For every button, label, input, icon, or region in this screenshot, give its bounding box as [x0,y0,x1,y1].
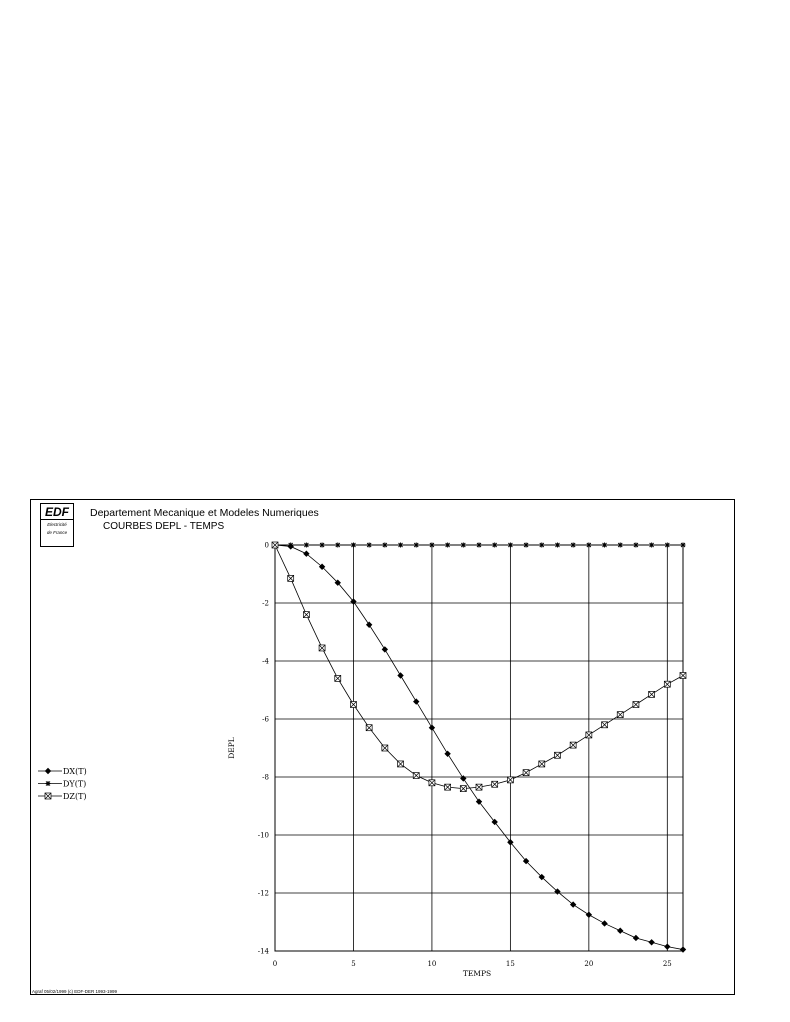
data-point-crossed-square [649,691,655,697]
data-point-crossed-square [492,781,498,787]
data-point-asterisk [304,543,309,548]
data-point-crossed-square [319,645,325,651]
data-point-asterisk [288,543,293,548]
x-tick-label: 20 [584,960,594,968]
x-tick-label: 0 [272,960,278,968]
data-point-asterisk [477,543,482,548]
data-point-asterisk [649,543,654,548]
axes [227,542,672,979]
data-point-asterisk [571,543,576,548]
legend-label: DZ(T) [63,792,87,801]
grid [275,545,683,951]
data-point-asterisk [492,543,497,548]
data-point-asterisk [681,543,686,548]
data-point-asterisk [351,543,356,548]
legend [38,767,87,801]
data-point-crossed-square [350,702,356,708]
y-tick-label: -4 [262,657,269,666]
y-tick-label: -8 [262,773,269,782]
x-axis-label: TEMPS [462,969,492,978]
data-point-asterisk [539,543,544,548]
data-point-diamond [429,725,435,731]
data-point-crossed-square [523,770,529,776]
data-point-crossed-square [586,732,592,738]
legend-entry [38,780,86,789]
data-point-asterisk [398,543,403,548]
data-point-crossed-square [539,761,545,767]
data-point-asterisk [414,543,419,548]
data-point-asterisk [508,543,513,548]
data-point-crossed-square [445,784,451,790]
y-tick-label: -6 [262,715,269,724]
data-point-asterisk [382,543,387,548]
data-point-diamond [648,939,654,945]
data-point-crossed-square [602,722,608,728]
data-point-asterisk [524,543,529,548]
data-point-diamond [45,768,51,774]
data-point-crossed-square [413,773,419,779]
x-tick-label: 15 [505,960,515,968]
data-point-asterisk [429,543,434,548]
data-point-asterisk [586,543,591,548]
data-point-crossed-square [460,786,466,792]
series [272,542,686,953]
data-point-diamond [476,798,482,804]
data-point-crossed-square [288,575,294,581]
series-dx-t [272,542,686,953]
org-title: Departement Mecanique et Modeles Numeriques [90,507,319,519]
data-point-crossed-square [45,793,51,799]
logo-subtext-2: de France [46,530,68,535]
data-point-diamond [633,935,639,941]
data-point-asterisk [665,543,670,548]
chart-title: COURBES DEPL - TEMPS [103,521,225,532]
footer-copyright: Agraf 05/02/1999 (c) EDF-DER 1993-1999 [32,989,118,994]
data-point-diamond [413,698,419,704]
x-tick-label: 25 [662,960,672,968]
data-point-asterisk [445,543,450,548]
legend-entry [38,767,87,776]
data-point-crossed-square [429,780,435,786]
legend-label: DX(T) [63,767,87,776]
data-point-asterisk [335,543,340,548]
data-point-asterisk [602,543,607,548]
data-point-crossed-square [366,725,372,731]
x-tick-label: 5 [351,960,356,968]
data-point-asterisk [633,543,638,548]
y-tick-label: -12 [257,889,269,898]
y-axis-label: DEPL [227,737,236,759]
data-point-crossed-square [335,675,341,681]
data-point-asterisk [46,781,51,786]
logo-text: EDF [41,505,73,520]
y-tick-label: -2 [262,599,269,608]
x-tick-label: 10 [427,960,437,968]
data-point-asterisk [555,543,560,548]
legend-entry [38,792,87,801]
data-point-crossed-square [617,712,623,718]
data-point-crossed-square [680,673,686,679]
data-point-diamond [397,672,403,678]
data-point-crossed-square [382,745,388,751]
legend-label: DY(T) [63,779,87,789]
data-point-crossed-square [554,752,560,758]
data-point-diamond [680,946,686,952]
data-point-diamond [460,775,466,781]
data-point-diamond [664,943,670,949]
y-tick-label: -10 [257,831,269,840]
series-line [275,545,683,950]
data-point-diamond [617,928,623,934]
data-point-diamond [601,920,607,926]
data-point-crossed-square [476,784,482,790]
data-point-diamond [382,646,388,652]
data-point-diamond [366,622,372,628]
data-point-diamond [491,819,497,825]
y-tick-label: 0 [264,541,269,550]
data-point-diamond [444,751,450,757]
data-point-crossed-square [272,542,278,548]
logo-subtext-1: Electricité [47,522,67,527]
data-point-asterisk [618,543,623,548]
data-point-crossed-square [633,702,639,708]
data-point-diamond [586,912,592,918]
data-point-asterisk [367,543,372,548]
y-tick-label: -14 [257,947,269,956]
data-point-crossed-square [570,742,576,748]
plot-area-border [275,545,683,951]
data-point-crossed-square [664,681,670,687]
data-point-crossed-square [507,777,513,783]
data-point-asterisk [320,543,325,548]
data-point-crossed-square [398,761,404,767]
series-dy-t [273,543,686,548]
data-point-crossed-square [303,612,309,618]
data-point-asterisk [461,543,466,548]
